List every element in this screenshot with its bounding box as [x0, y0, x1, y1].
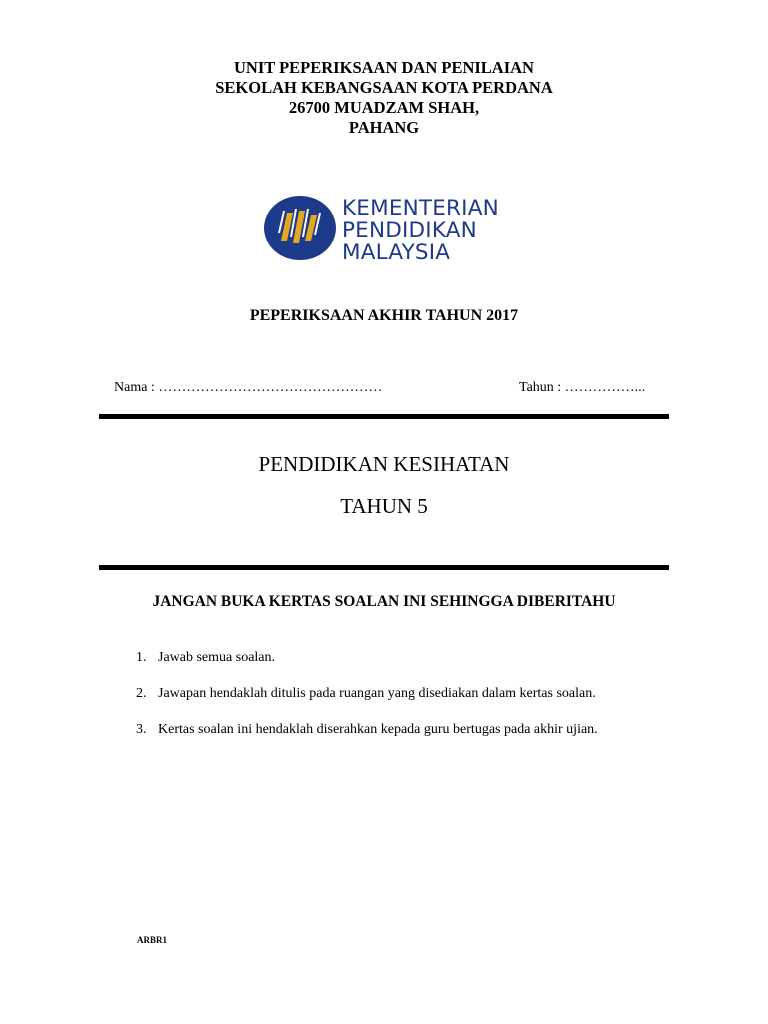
instruction-number: 1. — [136, 650, 147, 665]
logo-line-malaysia: MALAYSIA — [342, 240, 451, 265]
instruction-text: Kertas soalan ini hendaklah diserahkan kepada guru bertugas pada akhir ujian. — [158, 722, 598, 737]
kpm-wordmark — [342, 198, 499, 264]
instruction-text: Jawapan hendaklah ditulis pada ruangan yang disediakan dalam kertas soalan. — [158, 686, 596, 701]
instruction-item — [136, 722, 598, 758]
divider-bottom — [99, 565, 669, 570]
instruction-item — [136, 650, 598, 686]
instruction-text: Jawab semua soalan. — [158, 650, 276, 665]
header-unit: UNIT PEPERIKSAAN DAN PENILAIAN — [234, 58, 534, 77]
subject-year: TAHUN 5 — [340, 494, 428, 518]
instruction-number: 3. — [136, 722, 147, 737]
name-field[interactable]: Nama : ………………………………………… — [114, 380, 383, 395]
kpm-logo — [258, 190, 528, 276]
warning-text: JANGAN BUKA KERTAS SOALAN INI SEHINGGA DIBERITAHU — [152, 593, 616, 610]
logo-line-pendidikan: PENDIDIKAN — [342, 218, 477, 243]
header-state: PAHANG — [348, 118, 420, 137]
divider-top — [99, 414, 669, 419]
header-school: SEKOLAH KEBANGSAAN KOTA PERDANA — [215, 78, 553, 97]
subject-title: PENDIDIKAN KESIHATAN — [258, 452, 510, 476]
header-address: 26700 MUADZAM SHAH, — [288, 98, 480, 117]
instruction-number: 2. — [136, 686, 147, 701]
year-field[interactable]: Tahun : ……………... — [519, 380, 646, 395]
school-header — [0, 58, 768, 138]
instruction-item — [136, 686, 598, 722]
kpm-emblem-icon — [263, 193, 337, 263]
instructions-list — [136, 650, 598, 758]
exam-title: PEPERIKSAAN AKHIR TAHUN 2017 — [249, 307, 519, 324]
logo-line-kementerian: KEMENTERIAN — [342, 196, 499, 221]
footer-code: ARBR1 — [137, 935, 168, 945]
